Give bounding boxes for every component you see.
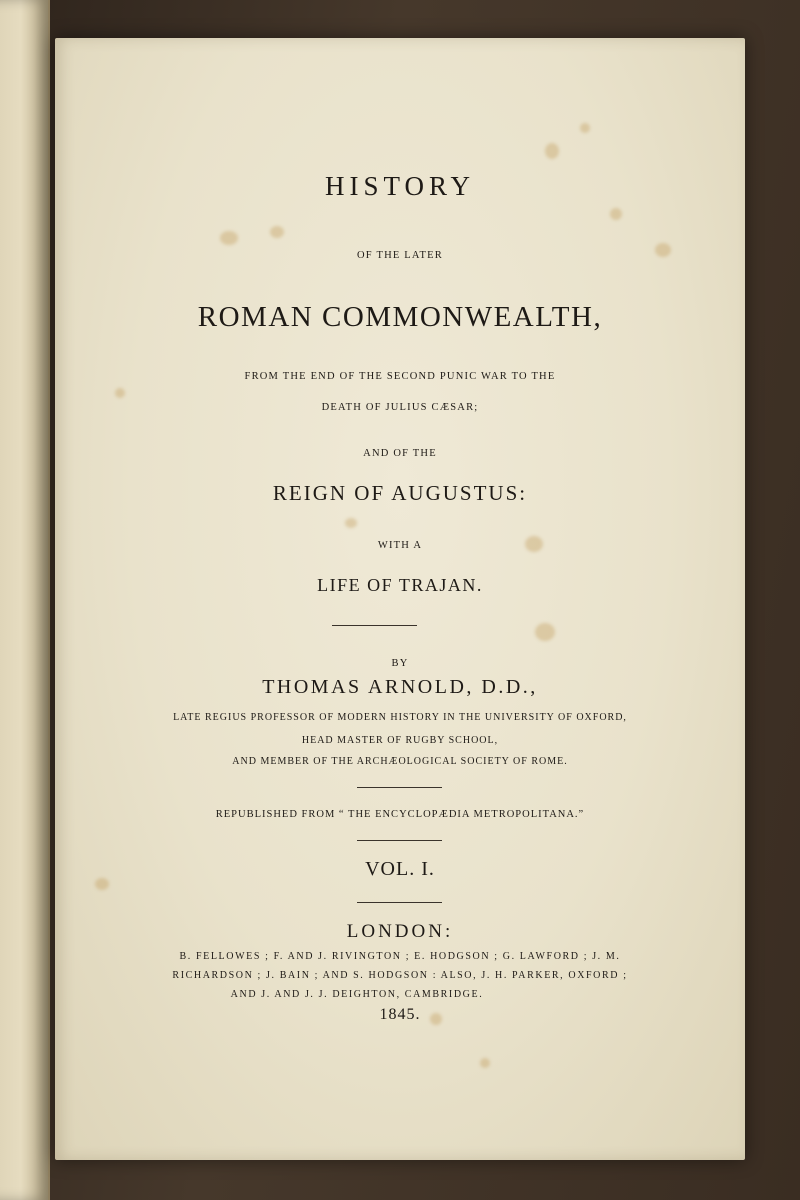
publishers-line-2: RICHARDSON ; J. BAIN ; AND S. HODGSON : ALSO, J. H. PARKER, OXFORD ;: [172, 970, 628, 981]
subtitle-line: OF THE LATER: [357, 250, 443, 261]
divider-rule: [357, 902, 442, 903]
scope-line-1: FROM THE END OF THE SECOND PUNIC WAR TO THE: [244, 371, 556, 382]
imprint-place: LONDON:: [346, 921, 454, 942]
foxing-spot: [345, 518, 357, 528]
foxing-spot: [115, 388, 125, 398]
divider-rule: [357, 787, 442, 788]
conjunction-line: AND OF THE: [363, 448, 437, 459]
main-title: ROMAN COMMONWEALTH,: [197, 301, 603, 333]
book-title: HISTORY: [324, 171, 476, 201]
publishers-line-3: AND J. AND J. J. DEIGHTON, CAMBRIDGE.: [230, 989, 484, 1000]
author-role-2: HEAD MASTER OF RUGBY SCHOOL,: [301, 735, 499, 746]
scope-line-2: DEATH OF JULIUS CÆSAR;: [321, 402, 479, 413]
title-page: [55, 38, 745, 1160]
republished-line: REPUBLISHED FROM “ THE ENCYCLOPÆDIA METROPOLITANA.”: [215, 809, 585, 820]
publishers-line-1: B. FELLOWES ; F. AND J. RIVINGTON ; E. HODGSON ; G. LAWFORD ; J. M.: [179, 951, 621, 962]
divider-rule: [332, 625, 417, 626]
by-line: BY: [391, 658, 409, 669]
foxing-spot: [480, 1058, 490, 1068]
divider-rule: [357, 840, 442, 841]
volume-number: VOL. I.: [365, 858, 435, 880]
foxing-spot: [580, 123, 590, 133]
author-role-1: LATE REGIUS PROFESSOR OF MODERN HISTORY IN THE UNIVERSITY OF OXFORD,: [173, 712, 627, 723]
foxing-spot: [270, 226, 284, 238]
with-a-line: WITH A: [377, 540, 423, 551]
second-title: REIGN OF AUGUSTUS:: [272, 481, 528, 505]
left-page-edge: [0, 0, 50, 1200]
author-name: THOMAS ARNOLD, D.D.,: [262, 676, 538, 698]
third-title: LIFE OF TRAJAN.: [317, 575, 483, 595]
publication-year: 1845.: [379, 1006, 421, 1023]
foxing-spot: [545, 143, 559, 159]
foxing-spot: [610, 208, 622, 220]
author-role-3: AND MEMBER OF THE ARCHÆOLOGICAL SOCIETY OF ROME.: [232, 756, 568, 767]
foxing-spot: [535, 623, 555, 641]
foxing-spot: [220, 231, 238, 245]
